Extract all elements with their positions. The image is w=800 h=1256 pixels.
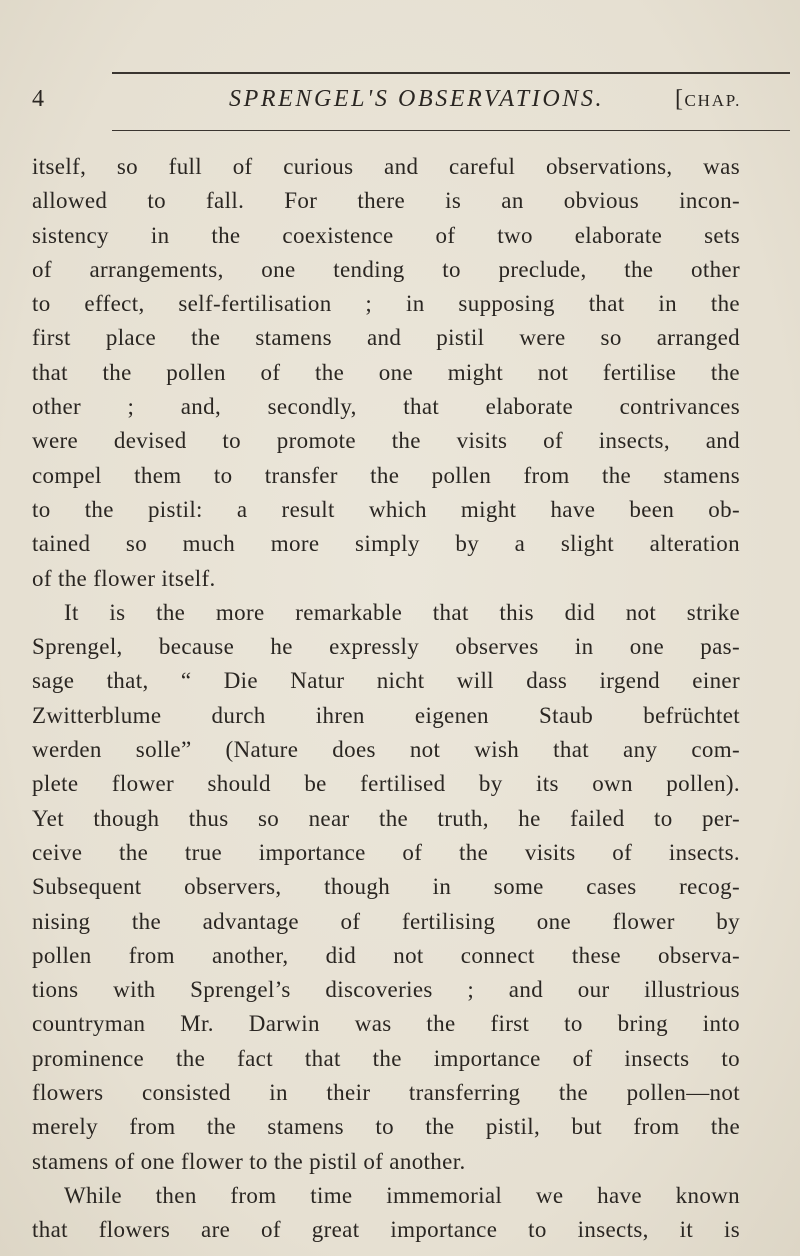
text-line: itself, so full of curious and careful observations, was <box>32 154 740 179</box>
text-line: other ; and, secondly, that elaborate contrivances <box>32 394 740 420</box>
text-line: werden solle” (Nature does not wish that any com- <box>32 737 740 763</box>
header-bottom-rule <box>112 130 790 131</box>
running-head-title: SPRENGEL'S OBSERVATIONS. <box>229 86 605 112</box>
paragraph-start-line: While then from time immemorial we have known <box>64 1182 740 1208</box>
paragraph-end-line: of the flower itself. <box>32 565 216 591</box>
text-line: of arrangements, one tending to preclude, the other <box>32 256 740 282</box>
chapter-abbrev: CHAP. <box>684 91 742 110</box>
text-line: Zwitterblume durch ihren eigenen Staub befrüchtet <box>32 702 740 728</box>
text-line: allowed to fall. For there is an obvious incon- <box>32 188 740 214</box>
text-line: countryman Mr. Darwin was the first to bring into <box>32 1011 740 1037</box>
text-line: that the pollen of the one might not fertilise the <box>32 359 740 385</box>
text-line: merely from the stamens to the pistil, but from the <box>32 1114 740 1140</box>
header-top-rule <box>112 72 790 74</box>
text-line: sistency in the coexistence of two elaborate sets <box>32 222 740 248</box>
text-line: first place the stamens and pistil were so arranged <box>32 325 740 351</box>
text-line: to the pistil: a result which might have been ob- <box>32 496 740 522</box>
text-line: tained so much more simply by a slight alteration <box>32 531 740 557</box>
text-line: Yet though thus so near the truth, he failed to per- <box>32 805 740 831</box>
text-line: Sprengel, because he expressly observes in one pas- <box>32 634 740 660</box>
text-line: pollen from another, did not connect these observa- <box>32 942 740 968</box>
body-text <box>32 150 740 1248</box>
text-line: to effect, self-fertilisation ; in supposing that in the <box>32 291 740 317</box>
text-line: prominence the fact that the importance of insects to <box>32 1045 740 1071</box>
text-line: nising the advantage of fertilising one flower by <box>32 908 740 934</box>
text-line: flowers consisted in their transferring the pollen—not <box>32 1080 740 1106</box>
chapter-mark <box>675 86 741 113</box>
text-line: plete flower should be fertilised by its own pollen). <box>32 771 740 797</box>
text-line: ceive the true importance of the visits of insects. <box>32 839 740 865</box>
paragraph-start-line: It is the more remarkable that this did not strike <box>64 599 740 625</box>
page-number: 4 <box>32 86 45 112</box>
text-line: Subsequent observers, though in some cases recog- <box>32 874 740 900</box>
text-line: were devised to promote the visits of insects, and <box>32 428 740 454</box>
text-line: tions with Sprengel’s discoveries ; and our illustrious <box>32 977 740 1003</box>
text-line: sage that, “ Die Natur nicht will dass irgend einer <box>32 668 740 694</box>
text-line: compel them to transfer the pollen from the stamens <box>32 462 740 488</box>
text-line: that flowers are of great importance to insects, it is <box>32 1217 740 1243</box>
running-header <box>0 84 800 120</box>
paragraph-end-line: stamens of one flower to the pistil of another. <box>32 1148 466 1174</box>
chapter-bracket: [ <box>675 86 685 112</box>
